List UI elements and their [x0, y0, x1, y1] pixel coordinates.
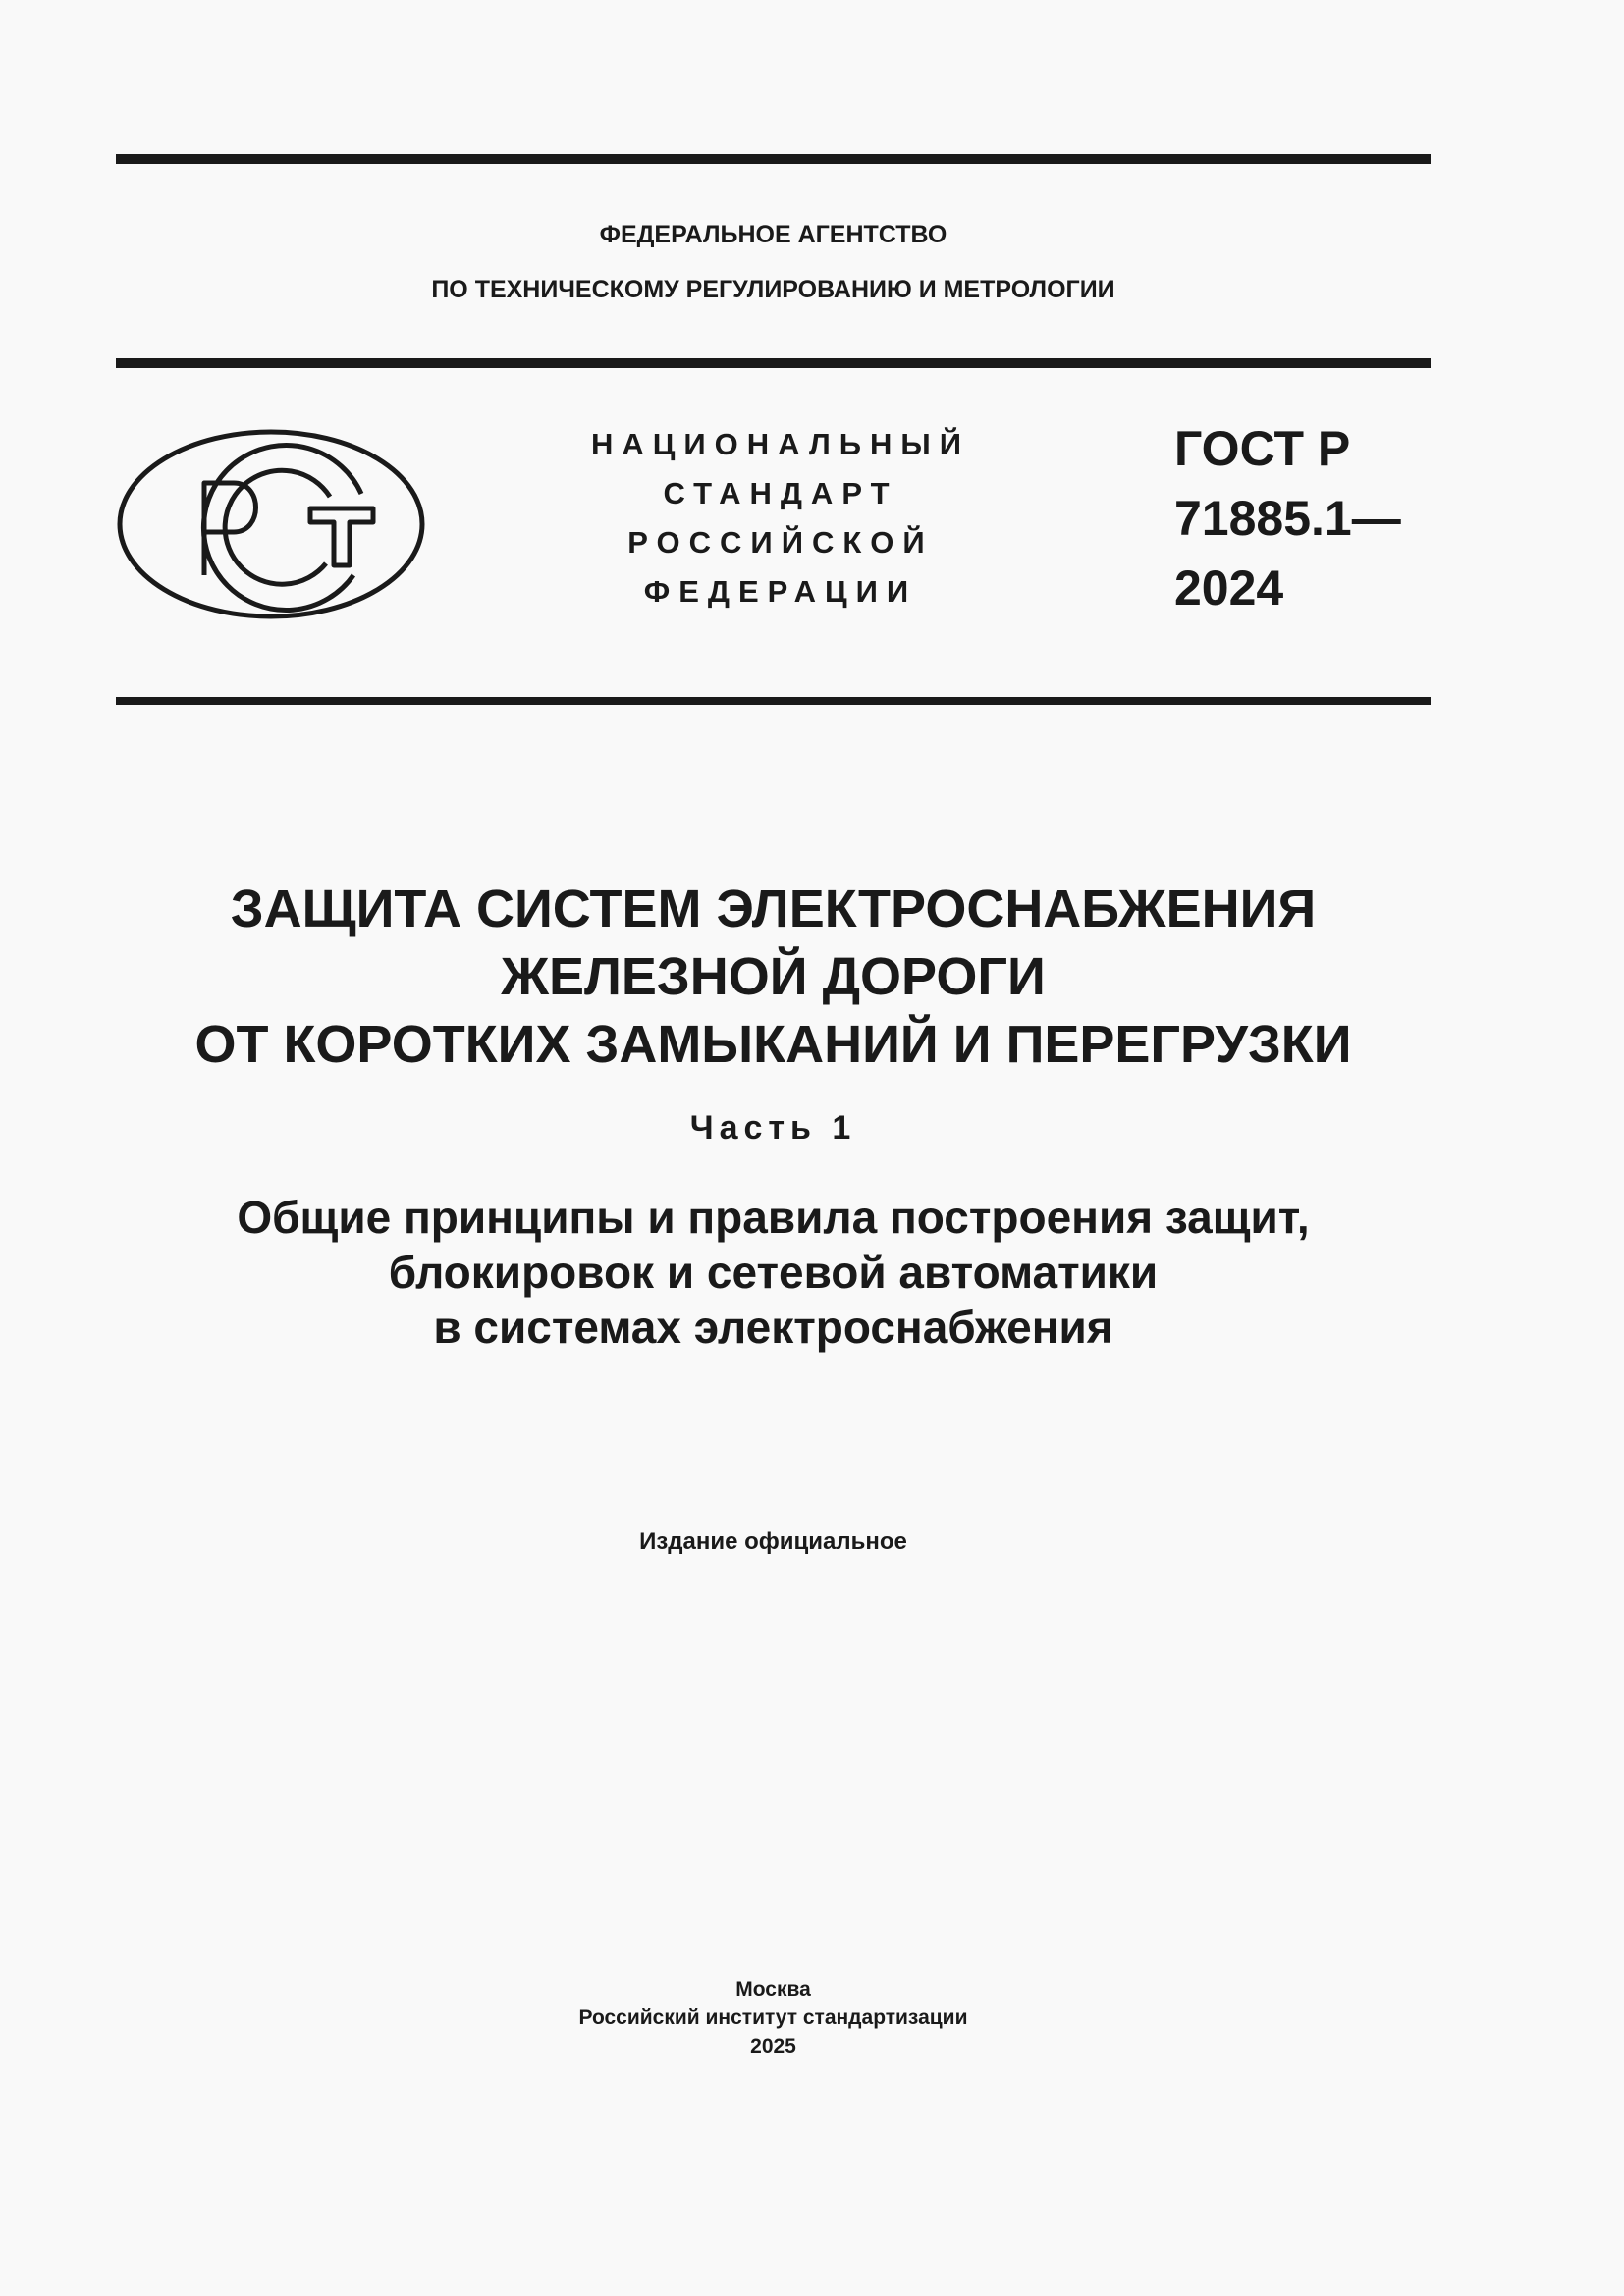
subtitle-line: Общие принципы и правила построения защит, [237, 1192, 1310, 1243]
document-subtitle [116, 1190, 1431, 1355]
agency-name-line-2: ПО ТЕХНИЧЕСКОМУ РЕГУЛИРОВАНИЮ И МЕТРОЛОГИИ [431, 276, 1115, 303]
imprint-publisher: Российский институт стандартизации [578, 2006, 968, 2029]
gost-designation-line: 2024 [1174, 561, 1284, 615]
agency-name-line-1: ФЕДЕРАЛЬНОЕ АГЕНТСТВО [599, 221, 947, 248]
part-number: Часть 1 [689, 1109, 857, 1147]
national-standard-line: НАЦИОНАЛЬНЫЙ [590, 427, 971, 461]
subtitle-line: блокировок и сетевой автоматики [388, 1247, 1159, 1298]
gost-designation-line: 71885.1— [1174, 491, 1401, 546]
title-line: ЖЕЛЕЗНОЙ ДОРОГИ [501, 947, 1046, 1006]
gost-designation-line: ГОСТ Р [1174, 421, 1351, 476]
header-divider-rule [116, 358, 1431, 368]
imprint-city: Москва [735, 1978, 811, 2001]
national-standard-label [550, 420, 1011, 616]
gost-designation [1174, 414, 1401, 623]
top-rule [116, 154, 1431, 164]
title-line: ОТ КОРОТКИХ ЗАМЫКАНИЙ И ПЕРЕГРУЗКИ [194, 1015, 1352, 1074]
title-line: ЗАЩИТА СИСТЕМ ЭЛЕКТРОСНАБЖЕНИЯ [230, 880, 1317, 938]
official-edition-label: Издание официальное [639, 1528, 907, 1555]
national-standard-line: СТАНДАРТ [663, 476, 898, 510]
document-title [116, 876, 1431, 1079]
national-standard-line: РОССИЙСКОЙ [627, 525, 934, 560]
rst-certification-emblem-icon [116, 428, 426, 620]
standard-block-divider-rule [116, 697, 1431, 705]
national-standard-line: ФЕДЕРАЦИИ [643, 574, 918, 609]
subtitle-line: в системах электроснабжения [433, 1302, 1113, 1353]
imprint-year: 2025 [750, 2035, 796, 2057]
publisher-imprint [116, 1975, 1431, 2060]
